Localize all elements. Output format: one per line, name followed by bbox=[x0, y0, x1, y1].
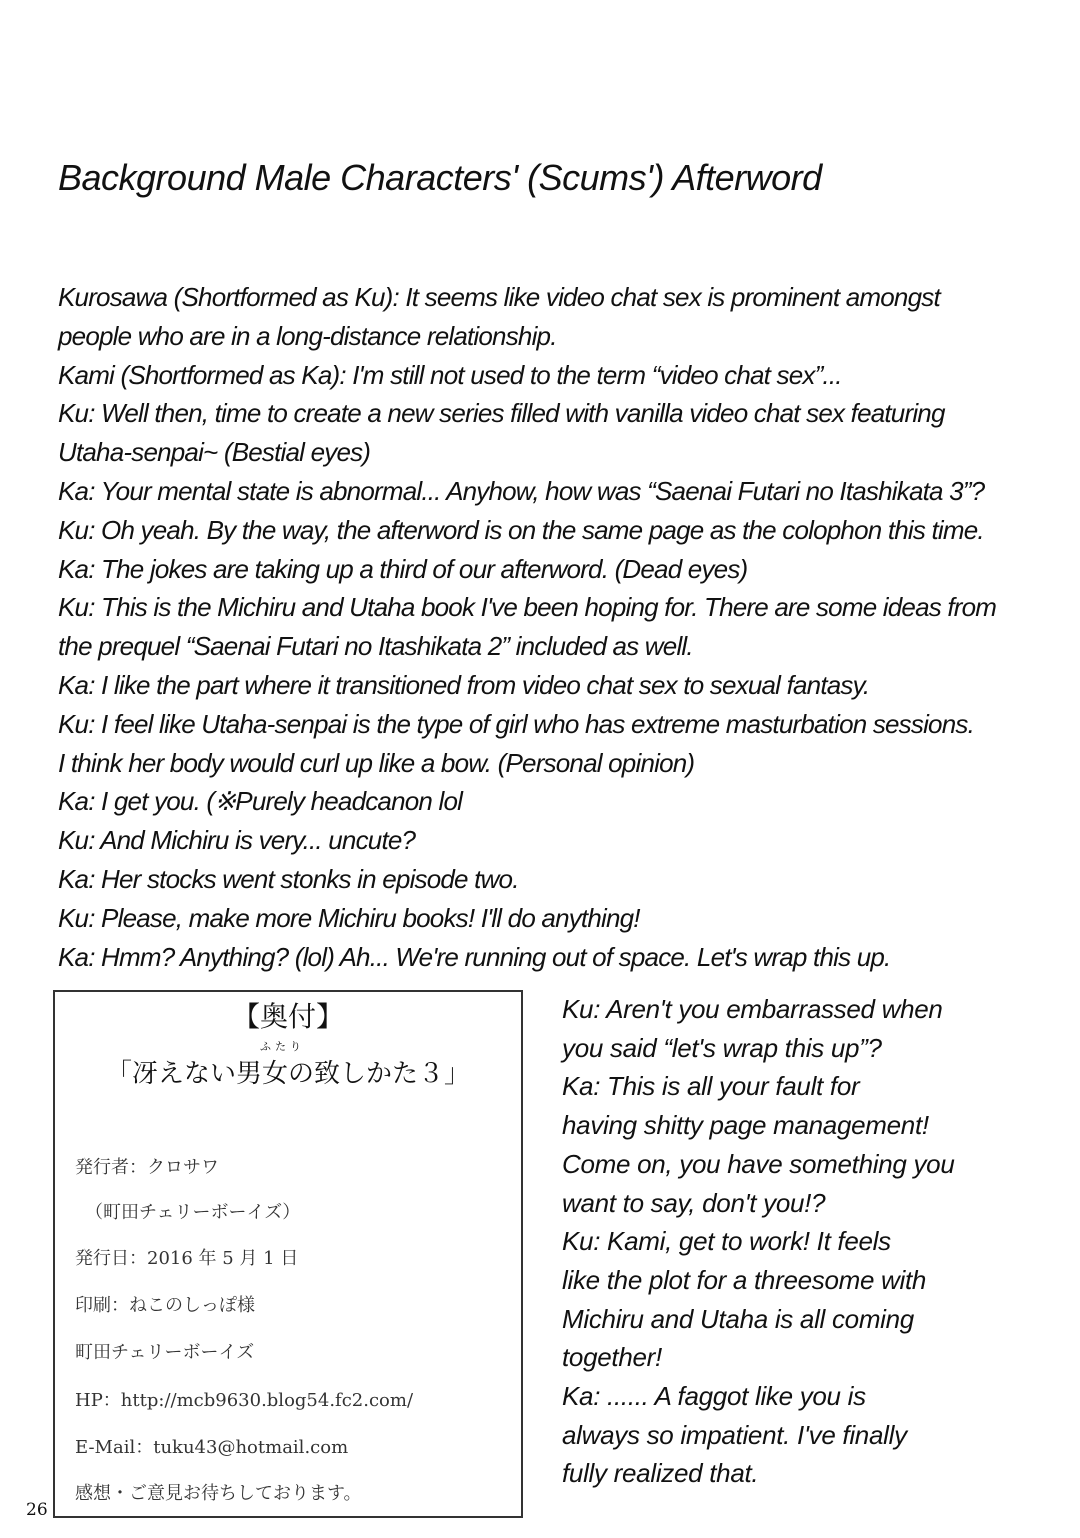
colophon-item: （町田チェリーボーイズ） bbox=[85, 1202, 301, 1223]
afterword-title: Background Male Characters' (Scums') Afterword bbox=[58, 157, 822, 198]
afterword-line: Ku: And Michiru is very... uncute? bbox=[58, 825, 416, 856]
afterword-side-line: Ka: ...... A faggot like you is bbox=[562, 1381, 866, 1411]
colophon-item: 町田チェリーボーイズ bbox=[75, 1342, 255, 1363]
colophon-book-title: 「冴えない男女の致しかた３」 bbox=[105, 1059, 470, 1089]
afterword-line: Ku: Oh yeah. By the way, the afterword is on the same page as the colophon this time. bbox=[58, 514, 984, 545]
afterword-line: Ku: I feel like Utaha-senpai is the type of girl who has extreme masturbation sessions. bbox=[58, 708, 975, 739]
colophon-item: 感想・ご意見お待ちしております。 bbox=[75, 1483, 362, 1504]
page-number: 26 bbox=[26, 1500, 48, 1520]
afterword-line: Ku: Well then, time to create a new series filled with vanilla video chat sex featuring bbox=[58, 398, 945, 429]
colophon-heading: 【奥付】 bbox=[231, 1000, 344, 1033]
afterword-side-line: Michiru and Utaha is all coming bbox=[562, 1303, 914, 1334]
afterword-side-line: you said “let's wrap this up”? bbox=[562, 1032, 882, 1063]
colophon-item: 発行者：クロサワ bbox=[75, 1157, 219, 1178]
colophon-item: 印刷：ねこのしっぽ様 bbox=[75, 1295, 255, 1316]
colophon-box bbox=[53, 990, 523, 1518]
afterword-line: Ku: This is the Michiru and Utaha book I've been hoping for. There are some ideas from bbox=[58, 592, 997, 623]
afterword-line: Ka: I get you. (※Purely headcanon lol bbox=[58, 786, 463, 817]
afterword-line: Ku: Please, make more Michiru books! I'll do anything! bbox=[58, 902, 640, 933]
colophon-item: 発行日：2016 年 5 月 1 日 bbox=[75, 1248, 299, 1269]
afterword-side-line: like the plot for a threesome with bbox=[562, 1264, 927, 1295]
colophon-item: HP：http://mcb9630.blog54.fc2.com/ bbox=[75, 1390, 414, 1411]
afterword-line: I think her body would curl up like a bow. (Personal opinion) bbox=[58, 747, 695, 778]
afterword-line: Utaha-senpai~ (Bestial eyes) bbox=[58, 437, 371, 468]
afterword-side-line: Come on, you have something you bbox=[562, 1148, 955, 1179]
afterword-side-line: together! bbox=[562, 1342, 662, 1373]
afterword-line: Ka: I like the part where it transitioned from video chat sex to sexual fantasy. bbox=[58, 670, 870, 700]
afterword-side-line: always so impatient. I've finally bbox=[562, 1419, 907, 1450]
afterword-side-line: Ku: Kami, get to work! It feels bbox=[562, 1226, 891, 1257]
afterword-side-line: Ka: This is all your fault for bbox=[562, 1071, 860, 1102]
afterword-side-line: want to say, don't you!? bbox=[562, 1187, 826, 1218]
colophon-ruby: ふたり bbox=[260, 1040, 305, 1053]
afterword-side-line: fully realized that. bbox=[562, 1458, 759, 1489]
colophon-item: E-Mail：tuku43@hotmail.com bbox=[75, 1437, 349, 1458]
afterword-line: Kami (Shortformed as Ka): I'm still not used to the term “video chat sex”... bbox=[58, 359, 842, 390]
afterword-line: people who are in a long-distance relationship. bbox=[58, 320, 557, 351]
afterword-line: Ka: Her stocks went stonks in episode two. bbox=[58, 864, 519, 894]
afterword-line: Ka: The jokes are taking up a third of our afterword. (Dead eyes) bbox=[58, 553, 748, 584]
afterword-line: Ka: Your mental state is abnormal... Anyhow, how was “Saenai Futari no Itashikata 3”? bbox=[58, 476, 985, 506]
afterword-side-line: having shitty page management! bbox=[562, 1110, 929, 1141]
afterword-line: Kurosawa (Shortformed as Ku): It seems like video chat sex is prominent amongst bbox=[58, 282, 940, 312]
afterword-side-line: Ku: Aren't you embarrassed when bbox=[562, 994, 943, 1024]
afterword-line: Ka: Hmm? Anything? (lol) Ah... We're running out of space. Let's wrap this up. bbox=[58, 941, 891, 972]
afterword-line: the prequel “Saenai Futari no Itashikata 2” included as well. bbox=[58, 631, 693, 662]
